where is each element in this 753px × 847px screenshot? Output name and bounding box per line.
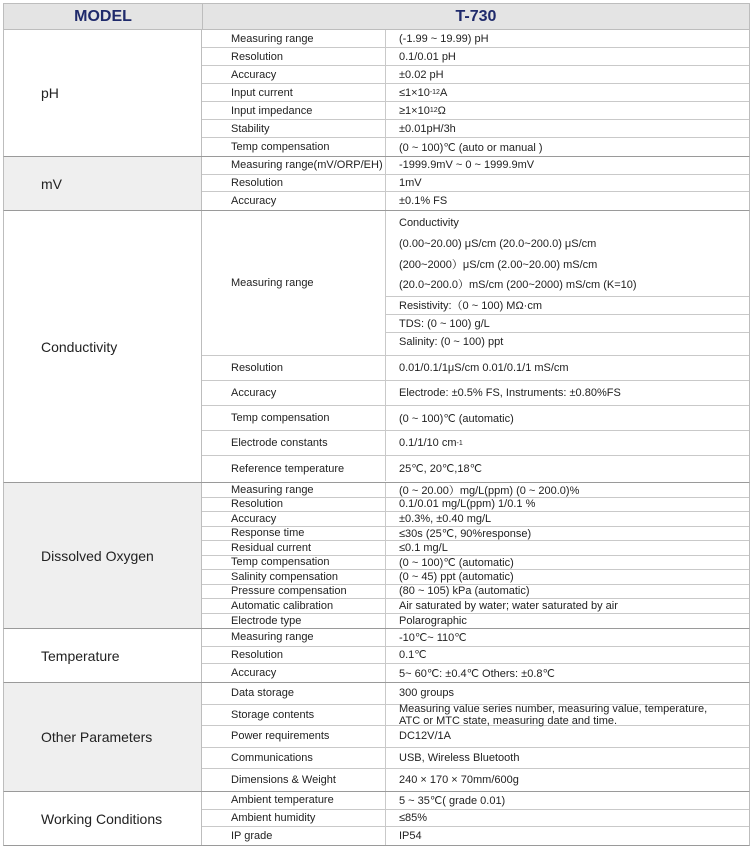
param-name: Input impedance bbox=[202, 102, 386, 119]
param-name: Resolution bbox=[202, 356, 386, 380]
param-name: Temp compensation bbox=[202, 406, 386, 430]
section-rows bbox=[202, 30, 749, 156]
section-rows bbox=[202, 629, 749, 682]
model-label: MODEL bbox=[4, 4, 203, 29]
param-name: Accuracy bbox=[202, 66, 386, 83]
param-value bbox=[386, 102, 749, 119]
param-name: Data storage bbox=[202, 683, 386, 704]
section-other-parameters bbox=[3, 683, 750, 792]
table-row bbox=[202, 810, 749, 828]
section-temperature bbox=[3, 629, 750, 683]
table-row bbox=[202, 157, 749, 175]
param-name: Ambient humidity bbox=[202, 810, 386, 827]
section-label: Working Conditions bbox=[4, 792, 202, 845]
param-value: 0.01/0.1/1μS/cm 0.01/0.1/1 mS/cm bbox=[399, 362, 569, 374]
table-row bbox=[202, 541, 749, 556]
value-exponent: -1 bbox=[456, 439, 463, 447]
param-value: DC12V/1A bbox=[399, 730, 451, 743]
param-value: 5 ~ 35℃( grade 0.01) bbox=[399, 794, 506, 807]
param-name: Resolution bbox=[202, 647, 386, 664]
table-row bbox=[202, 66, 749, 84]
section-rows bbox=[202, 483, 749, 628]
table-row bbox=[202, 498, 749, 513]
param-value: 0.1/0.01 mg/L(ppm) 1/0.1 % bbox=[399, 498, 536, 511]
value-text: ≤1×10 bbox=[399, 86, 430, 99]
param-name: Resolution bbox=[202, 175, 386, 192]
param-value bbox=[386, 84, 749, 101]
param-name: Temp compensation bbox=[202, 556, 386, 570]
value-exponent: -12 bbox=[429, 89, 440, 96]
param-value: 0.1/0.01 pH bbox=[399, 50, 456, 63]
param-name: Communications bbox=[202, 748, 386, 769]
value-line: (0.00~20.00) μS/cm (20.0~200.0) μS/cm bbox=[399, 237, 597, 250]
section-label: mV bbox=[4, 157, 202, 210]
table-row bbox=[202, 84, 749, 102]
table-row bbox=[202, 748, 749, 770]
table-row bbox=[202, 406, 749, 431]
param-name: Accuracy bbox=[202, 192, 386, 210]
table-row bbox=[202, 585, 749, 600]
param-value: ±0.02 pH bbox=[399, 68, 444, 81]
table-row bbox=[202, 629, 749, 647]
param-value: 240 × 170 × 70mm/600g bbox=[399, 774, 519, 787]
value-subline: TDS: (0 ~ 100) g/L bbox=[386, 315, 749, 333]
table-row bbox=[202, 570, 749, 585]
param-value bbox=[386, 431, 749, 455]
table-row bbox=[202, 192, 749, 210]
param-value: (0 ~ 45) ppt (automatic) bbox=[399, 570, 514, 583]
value-exponent: 12 bbox=[429, 107, 438, 114]
param-name: Measuring range bbox=[202, 30, 386, 47]
value-subline: Salinity: (0 ~ 100) ppt bbox=[399, 336, 504, 349]
table-row bbox=[202, 431, 749, 456]
table-row bbox=[202, 138, 749, 156]
param-name: Ambient temperature bbox=[202, 792, 386, 809]
param-name: Resolution bbox=[202, 498, 386, 512]
table-row bbox=[202, 769, 749, 791]
param-value: IP54 bbox=[399, 830, 422, 843]
section-rows bbox=[202, 157, 749, 210]
table-header bbox=[3, 3, 750, 30]
param-name: Pressure compensation bbox=[202, 585, 386, 599]
param-value bbox=[386, 211, 749, 355]
model-value: T-730 bbox=[455, 7, 497, 25]
param-value: ±0.1% FS bbox=[399, 195, 448, 208]
param-name: Power requirements bbox=[202, 726, 386, 747]
value-line: (20.0~200.0）mS/cm (200~2000) mS/cm (K=10) bbox=[399, 279, 637, 292]
param-value: Electrode: ±0.5% FS, Instruments: ±0.80%FS bbox=[399, 387, 621, 399]
value-line: ATC or MTC state, measuring date and time. bbox=[399, 714, 618, 727]
param-name: Measuring range(mV/ORP/EH) bbox=[202, 157, 386, 174]
param-name: Automatic calibration bbox=[202, 599, 386, 613]
table-row bbox=[202, 120, 749, 138]
conductivity-range-lines bbox=[386, 211, 749, 297]
param-value: ≤0.1 mg/L bbox=[399, 541, 448, 554]
table-row bbox=[202, 102, 749, 120]
param-name: Accuracy bbox=[202, 664, 386, 682]
param-value: (-1.99 ~ 19.99) pH bbox=[399, 32, 489, 45]
param-value: (0 ~ 100)℃ (automatic) bbox=[399, 412, 514, 425]
param-name: Measuring range bbox=[202, 629, 386, 646]
param-value: (0 ~ 100)℃ (automatic) bbox=[399, 556, 514, 569]
param-name: Input current bbox=[202, 84, 386, 101]
table-row bbox=[202, 827, 749, 845]
section-label: pH bbox=[4, 30, 202, 156]
value-line: (200~2000）μS/cm (2.00~20.00) mS/cm bbox=[399, 258, 598, 271]
section-rows bbox=[202, 211, 749, 482]
param-value: ±0.3%, ±0.40 mg/L bbox=[399, 512, 492, 525]
value-subline: Resistivity:（0 ~ 100) MΩ·cm bbox=[386, 297, 749, 315]
table-row bbox=[202, 175, 749, 193]
param-name: Residual current bbox=[202, 541, 386, 555]
param-value: -1999.9mV ~ 0 ~ 1999.9mV bbox=[399, 159, 535, 172]
table-row bbox=[202, 726, 749, 748]
param-name: Accuracy bbox=[202, 512, 386, 526]
param-name: Accuracy bbox=[202, 381, 386, 405]
value-unit: A bbox=[439, 86, 448, 99]
param-name: Storage contents bbox=[202, 705, 386, 726]
param-value: (0 ~ 100)℃ (auto or manual ) bbox=[399, 141, 543, 154]
section-dissolved-oxygen bbox=[3, 483, 750, 629]
table-row bbox=[202, 512, 749, 527]
value-unit: Ω bbox=[437, 104, 446, 117]
param-value: -10℃~ 110℃ bbox=[399, 631, 467, 644]
table-row bbox=[202, 527, 749, 542]
param-name: Temp compensation bbox=[202, 138, 386, 156]
param-name: Electrode type bbox=[202, 614, 386, 629]
param-name: Stability bbox=[202, 120, 386, 137]
section-working-conditions bbox=[3, 792, 750, 846]
table-row bbox=[202, 556, 749, 571]
value-text: ≥1×10 bbox=[399, 104, 430, 117]
table-row bbox=[202, 483, 749, 498]
spec-table bbox=[3, 3, 750, 846]
table-row bbox=[202, 48, 749, 66]
param-name: IP grade bbox=[202, 827, 386, 845]
table-row bbox=[202, 599, 749, 614]
param-value: ≤85% bbox=[399, 811, 428, 824]
param-name: Salinity compensation bbox=[202, 570, 386, 584]
section-rows bbox=[202, 792, 749, 845]
param-value: Air saturated by water; water saturated by air bbox=[399, 599, 618, 612]
table-row bbox=[202, 792, 749, 810]
table-row bbox=[202, 683, 749, 705]
section-ph bbox=[3, 30, 750, 157]
param-value: (0 ~ 20.00）mg/L(ppm) (0 ~ 200.0)% bbox=[399, 484, 580, 497]
table-row bbox=[202, 211, 749, 356]
param-value: 5~ 60℃: ±0.4℃ Others: ±0.8℃ bbox=[399, 667, 555, 680]
param-value: ≤30s (25℃, 90%response) bbox=[399, 527, 532, 540]
section-rows bbox=[202, 683, 749, 791]
param-value: 300 groups bbox=[399, 687, 455, 700]
table-row bbox=[202, 614, 749, 629]
param-name: Electrode constants bbox=[202, 431, 386, 455]
table-row bbox=[202, 456, 749, 481]
param-name: Reference temperature bbox=[202, 456, 386, 481]
param-name: Measuring range bbox=[202, 483, 386, 497]
table-row bbox=[202, 30, 749, 48]
sections bbox=[3, 30, 750, 846]
value-line: Measuring value series number, measuring value, temperature, bbox=[399, 702, 708, 715]
table-row bbox=[202, 356, 749, 381]
param-name: Response time bbox=[202, 527, 386, 541]
table-row bbox=[202, 647, 749, 665]
section-label: Conductivity bbox=[4, 211, 202, 482]
section-label: Temperature bbox=[4, 629, 202, 682]
param-value: 1mV bbox=[399, 176, 422, 189]
param-name: Dimensions & Weight bbox=[202, 769, 386, 791]
param-name: Resolution bbox=[202, 48, 386, 65]
param-name: Measuring range bbox=[202, 211, 386, 355]
table-row bbox=[202, 702, 749, 727]
section-label: Dissolved Oxygen bbox=[4, 483, 202, 628]
param-value: USB, Wireless Bluetooth bbox=[399, 752, 520, 765]
param-value: 25℃, 20℃,18℃ bbox=[399, 463, 482, 475]
table-row bbox=[202, 381, 749, 406]
section-conductivity bbox=[3, 211, 750, 483]
value-text: 0.1/1/10 cm bbox=[399, 437, 457, 449]
param-value: (80 ~ 105) kPa (automatic) bbox=[399, 585, 530, 598]
param-value bbox=[386, 702, 749, 727]
table-row bbox=[202, 664, 749, 682]
param-value: 0.1℃ bbox=[399, 649, 427, 662]
param-value: ±0.01pH/3h bbox=[399, 122, 456, 135]
section-mv bbox=[3, 157, 750, 211]
value-line: Conductivity bbox=[399, 217, 459, 229]
param-value: Polarographic bbox=[399, 614, 467, 627]
section-label: Other Parameters bbox=[4, 683, 202, 791]
